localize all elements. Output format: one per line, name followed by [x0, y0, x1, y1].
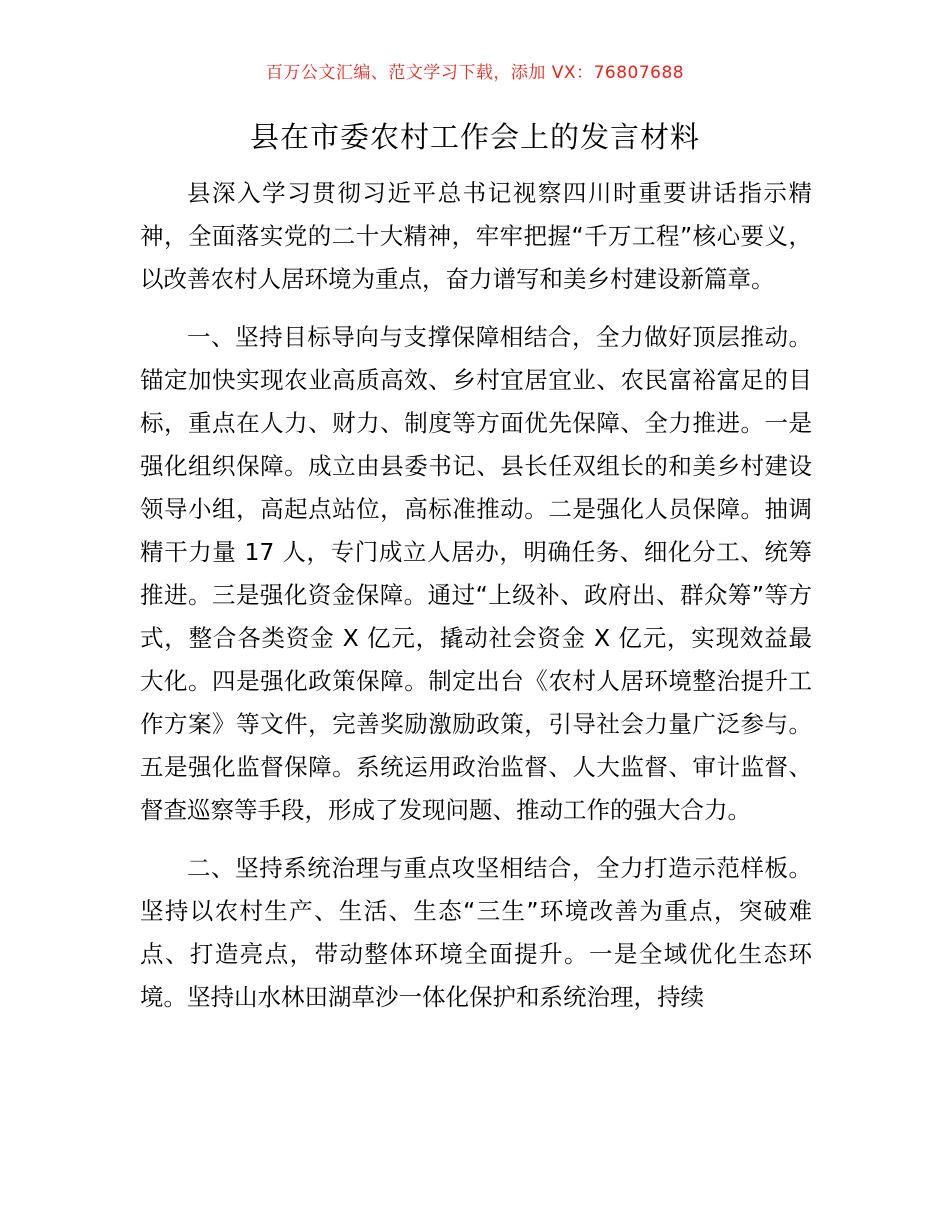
paragraph-intro: 县深入学习贯彻习近平总书记视察四川时重要讲话指示精神，全面落实党的二十大精神，牢牢把握“千万工程”核心要义，以改善农村人居环境为重点，奋力谱写和美乡村建设新篇章。 [140, 179, 812, 293]
paragraph-section-2: 二、坚持系统治理与重点攻坚相结合，全力打造示范样板。坚持以农村生产、生活、生态“三生”环境改善为重点，突破难点、打造亮点，带动整体环境全面提升。一是全域优化生态环境。坚持山水林田湖草沙一体化保护和系统治理，持续 [140, 854, 812, 1011]
header-note: 百万公文汇编、范文学习下载，添加 VX：76807688 [265, 63, 685, 83]
paragraph-section-1: 一、坚持目标导向与支撑保障相结合，全力做好顶层推动。锚定加快实现农业高质高效、乡村宜居宜业、农民富裕富足的目标，重点在人力、财力、制度等方面优先保障、全力推进。一是强化组织保障。成立由县委书记、县长任双组长的和美乡村建设领导小组，高起点站位，高标准推动。二是强化人员保障。抽调精干力量 17 人，专门成立人居办，明确任务、细化分工、统筹推进。三是强化资金保障。通过“上级补、政府出、群众筹”等方式，整合各类资金 X 亿元，撬动社会资金 X 亿元，实现效益最大化。四是强化政策保障。制定出台《农村人居环境整治提升工作方案》等文件，完善奖励激励政策，引导社会力量广泛参与。五是强化监督保障。系统运用政治监督、人大监督、审计监督、督查巡察等手段，形成了发现问题、推动工作的强大合力。 [140, 323, 812, 824]
page-title: 县在市委农村工作会上的发言材料 [249, 120, 700, 154]
document-body [140, 172, 812, 1019]
